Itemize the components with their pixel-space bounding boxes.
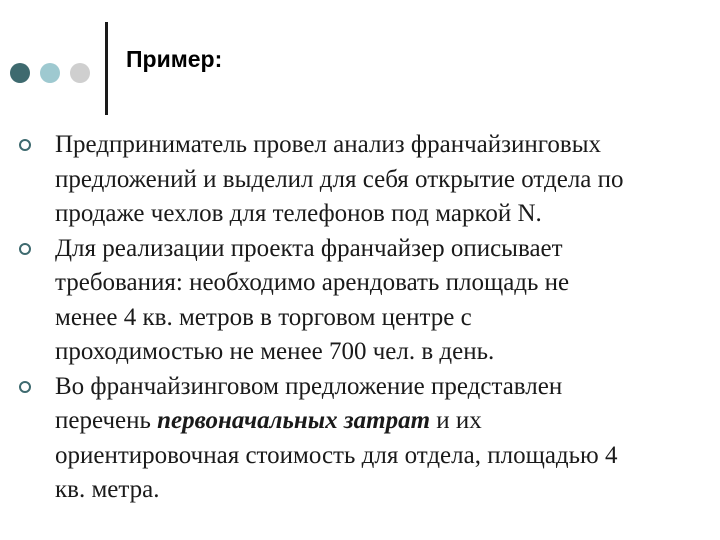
decorative-dots [10,63,100,85]
emphasis-prefix: перечень [55,407,158,434]
ring-bullet-icon [18,242,32,256]
bullet-line: Предприниматель провел анализ франчайзинговых [55,131,602,158]
bullet-line: кв. метра. [55,476,160,503]
bullet-text [55,128,708,232]
bullet-text [55,232,708,370]
dot-dark-icon [10,63,30,83]
bullet-line: Во франчайзинговом предложение представлен [55,372,563,400]
emphasis-suffix: и их [430,407,482,434]
title-divider [105,22,108,115]
ring-bullet-icon [18,380,32,394]
bullet-line: менее 4 кв. метров в торговом центре с [55,303,472,331]
bullet-line: предложений и выделил для себя открытие отдела по [55,165,624,193]
emphasis-term: первоначальных затрат [157,407,431,434]
bullet-item [18,128,708,232]
bullet-line: Для реализации проекта франчайзер описывает [55,234,563,262]
bullet-item [18,232,708,370]
bullet-text [55,370,708,508]
ring-bullet-icon [18,138,32,152]
bullet-list [18,128,708,508]
dot-gray-icon [70,63,90,83]
bullet-line: требования: необходимо арендовать площадь не [55,269,570,296]
bullet-item [18,370,708,508]
bullet-line-emphasis [55,404,708,439]
bullet-line: проходимостью не менее 700 чел. в день. [55,338,495,365]
slide-title: Пример: [126,46,223,72]
dot-light-blue-icon [40,63,60,83]
bullet-line: продаже чехлов для телефонов под маркой N. [55,200,542,227]
bullet-line: ориентировочная стоимость для отдела, площадью 4 [55,441,618,469]
